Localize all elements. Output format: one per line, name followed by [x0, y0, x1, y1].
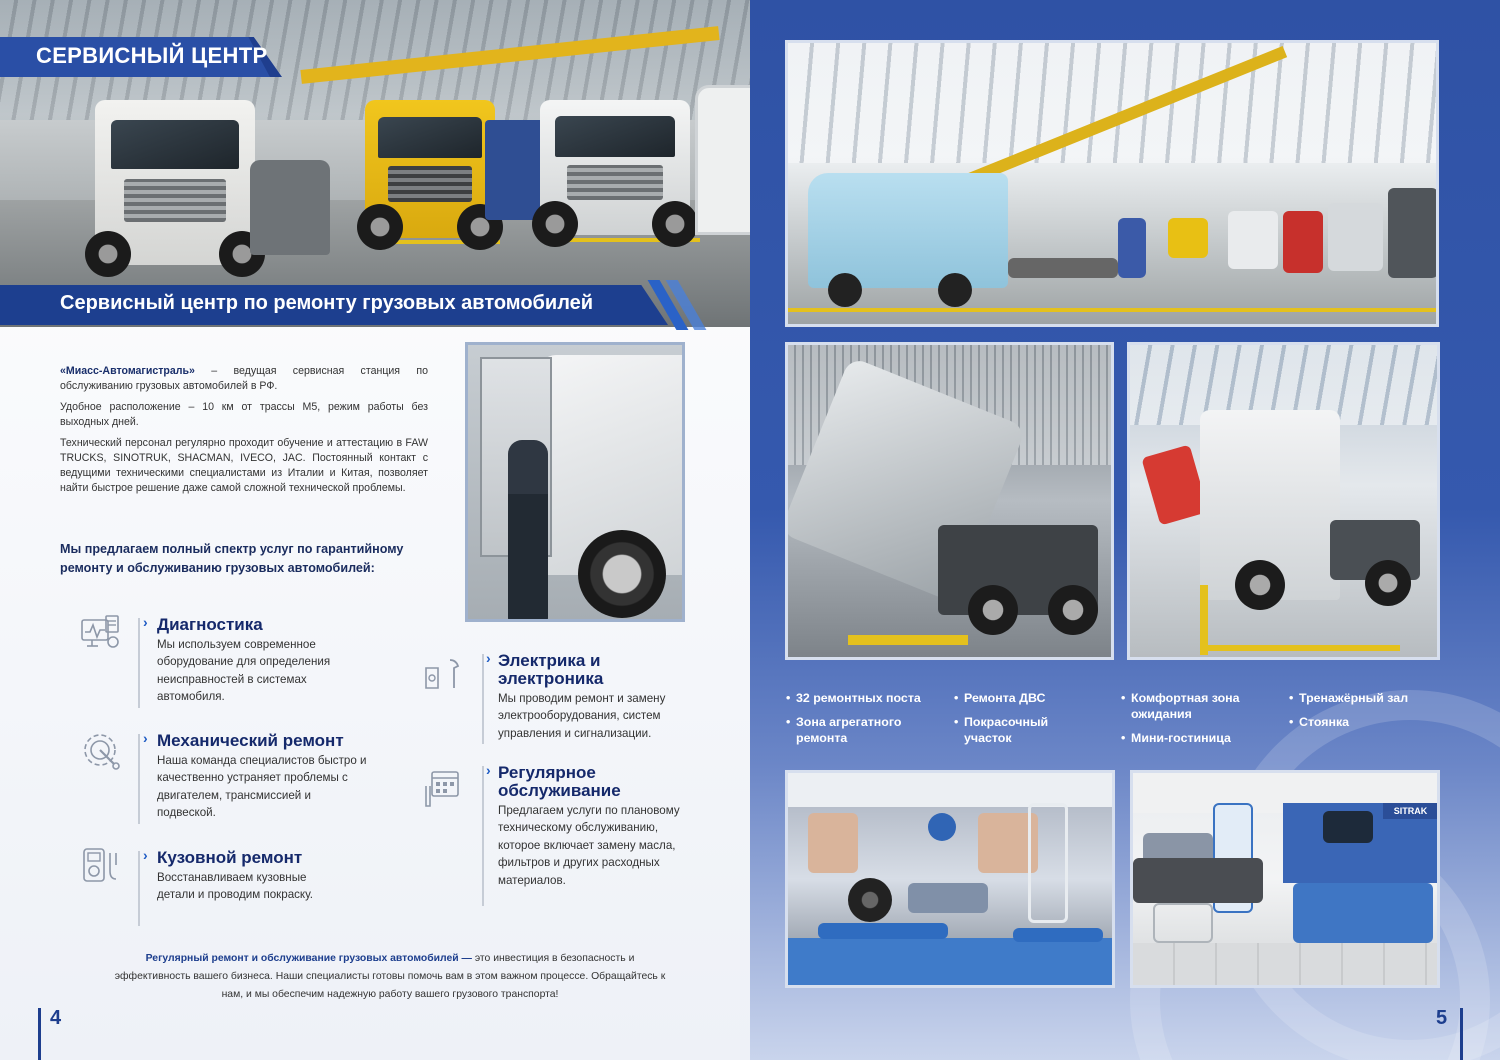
mechanic-photo: [465, 342, 685, 622]
section-tag-title: СЕРВИСНЫЙ ЦЕНТР: [36, 43, 268, 68]
service-title: Диагностика: [157, 615, 263, 634]
service-description: Восстанавливаем кузовные детали и проводим покраску.: [157, 871, 313, 902]
truck-light-blue: [808, 173, 1008, 288]
feature-item: • 32 ремонтных поста: [786, 690, 936, 706]
service-title: Механический ремонт: [157, 731, 344, 750]
service-electrics: [420, 648, 710, 748]
diagnostics-icon: [78, 612, 122, 656]
red-cab: [1141, 444, 1208, 525]
chevron-right-icon: ›: [486, 762, 491, 778]
page-marker-bar: [38, 1008, 41, 1060]
footer-rest: это инвестиция в безопасность и эффективность вашего бизнеса. Наши специалисты готовы помочь вам в этом важном процессе. Обращайтесь к нам, и мы обеспечим надежную работу вашего грузового транспорта!: [114, 953, 666, 1000]
offer-heading: Мы предлагаем полный спектр услуг по гарантийному ремонту и обслуживанию грузовых автомобилей:: [60, 542, 404, 575]
tilted-cab-photo: [785, 342, 1114, 660]
service-description: Предлагаем услуги по плановому техническому обслуживанию, которое включает замену масла, фильтров и других расходных материалов.: [498, 804, 680, 887]
service-mechanical: [78, 728, 378, 838]
sitrak-logo-text: SITRAK: [1393, 806, 1428, 816]
intro-paragraph: [60, 364, 428, 394]
chevron-right-icon: ›: [143, 847, 148, 863]
page-marker-bar: [1460, 1008, 1463, 1060]
divider-line: [138, 618, 140, 708]
divider-line: [138, 851, 140, 926]
company-name: «Миасс-Автомагистраль»: [60, 365, 195, 377]
hero-subtitle: Сервисный центр по ремонту грузовых автомобилей: [60, 292, 594, 314]
divider-line: [482, 654, 484, 744]
multimeter-icon: [78, 845, 122, 889]
truck-service-photo: [1127, 342, 1440, 660]
feature-item: • Стоянка: [1289, 714, 1439, 730]
feature-item: • Покрасочный участок: [954, 714, 1094, 746]
service-title: Регулярное обслуживание: [498, 763, 621, 800]
intro-p3: Технический персонал регулярно проходит обучение и аттестацию в FAW TRUCKS, SINOTRUK, SHACMAN, IVECO, JAC. Постоянный контакт с ведущими техническими специалистами из Италии и Китая, позволяет найти быстрое решение даже самой сложной технической проблемы.: [60, 437, 428, 494]
chevron-right-icon: ›: [143, 614, 148, 630]
intro-text: [60, 364, 428, 502]
mechanic-figure: [508, 440, 548, 620]
chevron-right-icon: ›: [486, 650, 491, 666]
gear-wrench-icon: [78, 728, 122, 772]
service-title: Кузовной ремонт: [157, 848, 303, 867]
service-body-repair: [78, 845, 378, 925]
feature-item: • Комфортная зона ожидания: [1121, 690, 1271, 722]
workshop-photo: [785, 40, 1439, 327]
intro-p2: Удобное расположение – 10 км от трассы М5, режим работы без выходных дней.: [60, 401, 428, 428]
gym-photo: [785, 770, 1115, 988]
lounge-photo: [1130, 770, 1440, 988]
intro-p1: – ведущая сервисная станция по обслуживанию грузовых автомобилей в РФ.: [60, 365, 428, 392]
truck-yellow: [365, 100, 495, 238]
feature-item: • Зона агрегатного ремонта: [786, 714, 936, 746]
service-description: Мы используем современное оборудование для определения неисправностей в системах автомобиля.: [157, 638, 331, 704]
chevron-right-icon: ›: [143, 730, 148, 746]
calendar-tool-icon: [420, 766, 464, 810]
truck-white: [95, 100, 255, 265]
divider-line: [482, 766, 484, 906]
page-number: 5: [1436, 1007, 1448, 1029]
feature-item: • Ремонта ДВС: [954, 690, 1094, 706]
wrench-electric-icon: [420, 654, 464, 698]
service-title: Электрика и электроника: [498, 651, 604, 688]
divider-line: [138, 734, 140, 824]
service-diagnostics: [78, 612, 378, 722]
service-maintenance: [420, 760, 710, 910]
footer-note: [110, 950, 670, 1004]
truck-silver: [540, 100, 690, 235]
feature-item: • Мини-гостиница: [1121, 730, 1271, 746]
page-number: 4: [50, 1007, 62, 1029]
service-description: Наша команда специалистов быстро и качественно устраняет проблемы с двигателем, трансмиссией и подвеской.: [157, 754, 367, 820]
service-description: Мы проводим ремонт и замену электрооборудования, систем управления и сигнализации.: [498, 692, 666, 740]
feature-item: • Тренажёрный зал: [1289, 690, 1439, 706]
footer-bold: Регулярный ремонт и обслуживание грузовых автомобилей —: [145, 953, 472, 964]
